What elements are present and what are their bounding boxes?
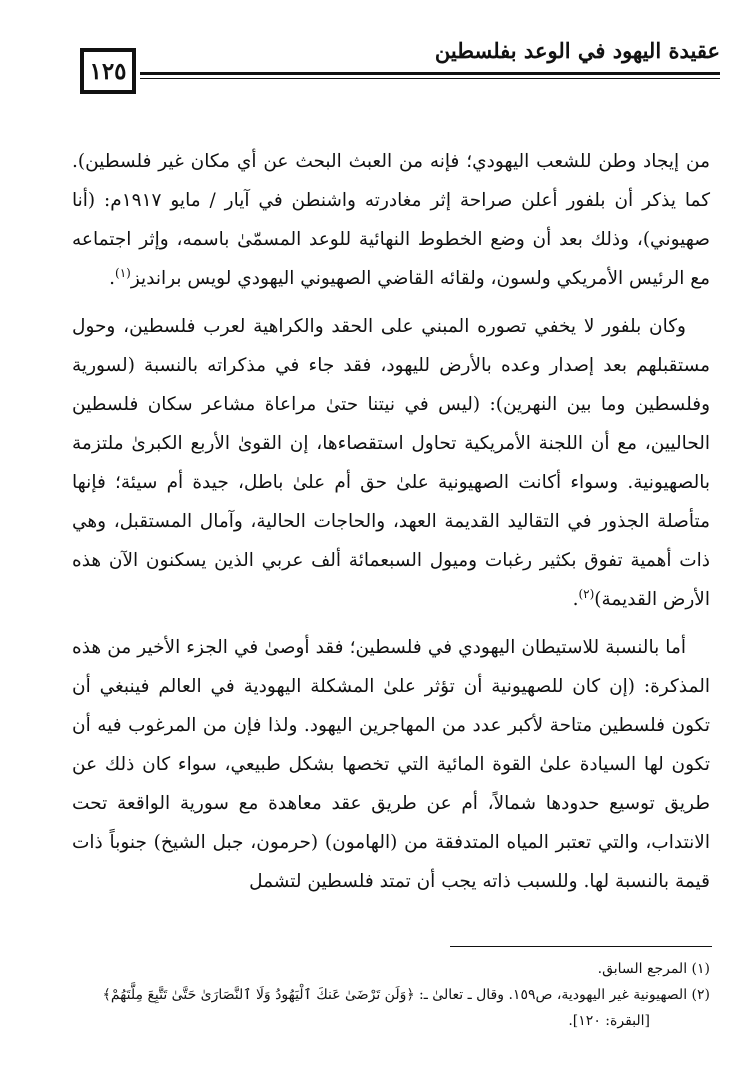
running-title: عقيدة اليهود في الوعد بفلسطين — [434, 38, 720, 63]
footnote-1: (١) المرجع السابق. — [597, 961, 710, 977]
paragraph-3 — [72, 628, 710, 901]
footnote-ref-1[interactable]: (١) — [115, 265, 131, 280]
footnotes — [72, 956, 710, 1034]
paragraph-2 — [72, 307, 710, 619]
footnote-ref-2[interactable]: (٢) — [578, 586, 595, 601]
paragraph-text: أما بالنسبة للاستيطان اليهودي في فلسطين؛ فقد أوصىٰ في الجزء الأخير من هذه المذكرة: (إن كان للصهيونية أن تؤثر علىٰ المشكلة اليهودية في العالم فينبغي أن تكون فلسطين متاحة لأكبر عدد من المهاجرين اليهود. ولذا فإن من المرغوب فيه أن تكون لها السيادة علىٰ القوة المائية التي تخصها بشكل طبيعي، سواء كان ذلك عن طريق توسيع حدودها شمالاً، أم عن طريق عقد معاهدة مع سورية الواقعة تحت الانتداب، والتي تعتبر المياه المتدفقة من (الهامون) (حرمون، جبل الشيخ) جنوباً ذات قيمة بالنسبة لها. وللسبب ذاته يجب أن تمتد فلسطين لتشمل — [72, 637, 710, 892]
page-header — [80, 36, 720, 96]
header-rule-thin — [140, 78, 720, 79]
paragraph-1 — [72, 142, 710, 298]
footnote-2: (٢) الصهيونية غير اليهودية، ص١٥٩. وقال ـ تعالىٰ ـ: ﴿وَلَن تَرْضَىٰ عَنكَ ٱلْيَهُودُ وَلَا ٱلنَّصَارَىٰ حَتَّىٰ تَتَّبِعَ مِلَّتَهُمْ﴾ — [102, 987, 710, 1003]
paragraph-end: . — [572, 589, 579, 610]
footnote-separator — [450, 946, 712, 947]
paragraph-end: . — [109, 268, 116, 289]
paragraph-text: من إيجاد وطن للشعب اليهودي؛ فإنه من العبث البحث عن أي مكان غير فلسطين). كما يذكر أن بلفور أعلن صراحة إثر مغادرته واشنطن في آيار / مايو ١٩١٧م: (أنا صهيوني)، وذلك بعد أن وضع الخطوط النهائية للوعد المسمّىٰ باسمه، وإثر اجتماعه مع الرئيس الأمريكي ولسون، ولقائه القاضي الصهيوني اليهودي لويس برانديز — [72, 151, 710, 289]
body-text — [72, 142, 710, 910]
footnote-2-citation: [البقرة: ١٢٠]. — [568, 1013, 650, 1029]
page-number-box — [80, 48, 136, 94]
header-rule-thick — [140, 72, 720, 75]
paragraph-text: وكان بلفور لا يخفي تصوره المبني على الحقد والكراهية لعرب فلسطين، وحول مستقبلهم بعد إصدار وعده بالأرض لليهود، فقد جاء في مذكراته بالنسبة (لسورية وفلسطين وما بين النهرين): (ليس في نيتنا حتىٰ مراعاة مشاعر سكان فلسطين الحاليين، مع أن اللجنة الأمريكية تحاول استقصاءها، إن القوىٰ الأربع الكبرىٰ ملتزمة بالصهيونية. وسواء أكانت الصهيونية علىٰ حق أم علىٰ باطل، جيدة أم سيئة؛ فإنها متأصلة الجذور في التقاليد القديمة العهد، والحاجات الحالية، وآمال المستقبل، وهي ذات أهمية تفوق بكثير رغبات وميول السبعمائة ألف عربي الذين يسكنون الآن هذه الأرض القديمة) — [72, 316, 710, 610]
page-number: ١٢٥ — [89, 57, 127, 85]
